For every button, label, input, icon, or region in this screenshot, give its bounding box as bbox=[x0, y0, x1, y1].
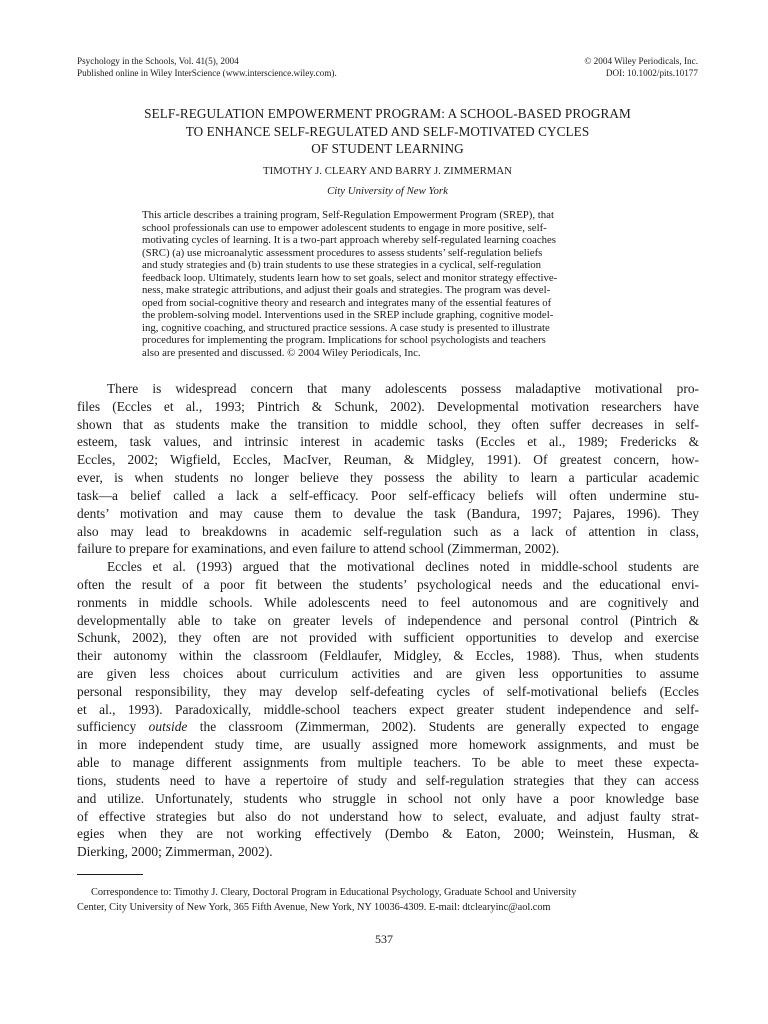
body-line: Eccles et al. (1993) argued that the motivational declines noted in middle-school students are bbox=[107, 559, 699, 575]
body-line: esteem, task values, and intrinsic interest in academic tasks (Eccles et al., 1989; Fredericks & bbox=[77, 434, 699, 450]
body-line: tions, students need to have a repertoire of study and self-regulation strategies that they can access bbox=[77, 772, 699, 788]
body-line-with-italic bbox=[77, 718, 699, 736]
title-line: SELF-REGULATION EMPOWERMENT PROGRAM: A SCHOOL-BASED PROGRAM bbox=[144, 106, 631, 121]
online-publication-note: Published online in Wiley InterScience (www.interscience.wiley.com). bbox=[77, 67, 337, 78]
abstract-line: the problem-solving model. Interventions used in the SREP include graphing, cognitive model- bbox=[142, 309, 554, 322]
copyright-notice: © 2004 Wiley Periodicals, Inc. bbox=[584, 56, 698, 66]
title-line: TO ENHANCE SELF-REGULATED AND SELF-MOTIVATED CYCLES bbox=[185, 123, 590, 139]
body-line: in more independent study time, are usually assigned more homework assignments, and must be bbox=[77, 737, 699, 753]
footnote bbox=[77, 885, 699, 915]
abstract-line: (SRC) (a) use microanalytic assessment procedures to assess students’ self-regulation beliefs bbox=[142, 246, 543, 259]
body-line: personal responsibility, they may develop self-defeating cycles of self-motivational beliefs (Eccles bbox=[77, 683, 699, 699]
body-text bbox=[77, 380, 699, 861]
body-line: are given less choices about curriculum activities and are given less opportunities to assume bbox=[77, 666, 699, 681]
affiliation: City University of New York bbox=[327, 185, 448, 197]
doi: DOI: 10.1002/pits.10177 bbox=[605, 67, 698, 78]
body-line: their autonomy within the classroom (Feldlaufer, Midgley, & Eccles, 1988). Thus, when students bbox=[77, 648, 699, 664]
body-line: Eccles, 2002; Wigfield, Eccles, MacIver, Reuman, & Midgley, 1991). Of greatest concern, how- bbox=[77, 452, 699, 468]
body-line: et al., 1993). Paradoxically, middle-school teachers expect greater student independence and self- bbox=[77, 701, 699, 717]
abstract-line: school professionals can use to empower adolescent students to engage in more positive, self- bbox=[142, 221, 547, 234]
abstract-line: procedures for implementing the program. Implications for school psychologists and teachers bbox=[142, 334, 546, 347]
abstract bbox=[142, 209, 636, 359]
emphasis-outside: outside bbox=[148, 719, 188, 735]
abstract-line: This article describes a training program, Self-Regulation Empowerment Program (SREP), that bbox=[142, 209, 554, 221]
journal-citation: Psychology in the Schools, Vol. 41(5), 2004 bbox=[77, 56, 239, 66]
abstract-line: oped from social-cognitive theory and research and integrates many of the essential features of bbox=[142, 296, 552, 309]
body-line: ever, is when students no longer believe they possess the ability to learn a particular academic bbox=[77, 470, 699, 486]
body-line: Schunk, 2002), they often are not provided with sufficient opportunities to develop and exercise bbox=[77, 630, 699, 646]
header-left bbox=[77, 56, 337, 79]
abstract-line: and study strategies and (b) train students to use these strategies in a cyclical, self-regulation bbox=[142, 259, 542, 272]
body-line: shown that as students make the transition to middle school, they often suffer decreases in self- bbox=[77, 416, 699, 432]
page-number: 537 bbox=[375, 932, 393, 946]
footnote-line: Correspondence to: Timothy J. Cleary, Doctoral Program in Educational Psychology, Graduate School and University bbox=[91, 887, 577, 898]
body-line: Dierking, 2000; Zimmerman, 2002). bbox=[77, 844, 273, 860]
body-line: egies when they are not working effectively (Dembo & Eaton, 2000; Weinstein, Husman, & bbox=[77, 826, 699, 842]
body-line: and utilize. Unfortunately, students who struggle in school not only have a poor knowledge base bbox=[77, 790, 699, 806]
article-title bbox=[77, 105, 698, 158]
abstract-line: feedback loop. Ultimately, students learn how to set goals, select and monitor strategy effective- bbox=[142, 271, 558, 284]
footnote-line: Center, City University of New York, 365 Fifth Avenue, New York, NY 10036-4309. E-mail: dtclearyinc@aol.com bbox=[77, 902, 551, 913]
footnote-rule bbox=[77, 874, 143, 875]
body-line: often the result of a poor fit between the students’ psychological needs and the educational envi- bbox=[77, 576, 699, 592]
body-line: of effective strategies but also do not understand how to select, evaluate, and adjust faulty strat- bbox=[77, 808, 699, 824]
body-line: also may lead to breakdowns in academic self-regulation such as a lack of attention in class, bbox=[77, 523, 699, 539]
body-line: able to manage different assignments from multiple teachers. To be able to meet these expecta- bbox=[77, 755, 699, 771]
body-line: developmentally able to take on greater levels of independence and personal control (Pintrich & bbox=[77, 612, 699, 628]
abstract-line: also are presented and discussed. © 2004 Wiley Periodicals, Inc. bbox=[142, 346, 421, 359]
header-right bbox=[584, 56, 698, 79]
body-line: files (Eccles et al., 1993; Pintrich & Schunk, 2002). Developmental motivation researchers have bbox=[77, 398, 699, 414]
title-line: OF STUDENT LEARNING bbox=[311, 141, 464, 156]
body-line: failure to prepare for examinations, and even failure to attend school (Zimmerman, 2002). bbox=[77, 541, 560, 557]
body-line: dents’ motivation and may cause them to devalue the task (Bandura, 1997; Pajares, 1996). They bbox=[77, 505, 699, 521]
body-line: task—a belief called a lack a self-efficacy. Poor self-efficacy beliefs will often undermine stu- bbox=[77, 487, 699, 503]
body-line-start: sufficiency bbox=[77, 719, 149, 735]
body-line: There is widespread concern that many adolescents possess maladaptive motivational pro- bbox=[107, 381, 699, 396]
abstract-line: ing, cognitive coaching, and structured practice sessions. A case study is presented to illustrate bbox=[142, 321, 550, 334]
body-line: ronments in middle schools. While adolescents need to feel autonomous and are cognitively and bbox=[77, 594, 699, 610]
abstract-line: ness, make strategic attributions, and adjust their goals and strategies. The program was devel- bbox=[142, 284, 551, 297]
abstract-line: motivating cycles of learning. It is a two-part approach whereby self-regulated learning coaches bbox=[142, 234, 557, 247]
author-list: TIMOTHY J. CLEARY AND BARRY J. ZIMMERMAN bbox=[263, 165, 512, 177]
body-line-end: the classroom (Zimmerman, 2002). Students are generally expected to engage bbox=[187, 719, 699, 735]
